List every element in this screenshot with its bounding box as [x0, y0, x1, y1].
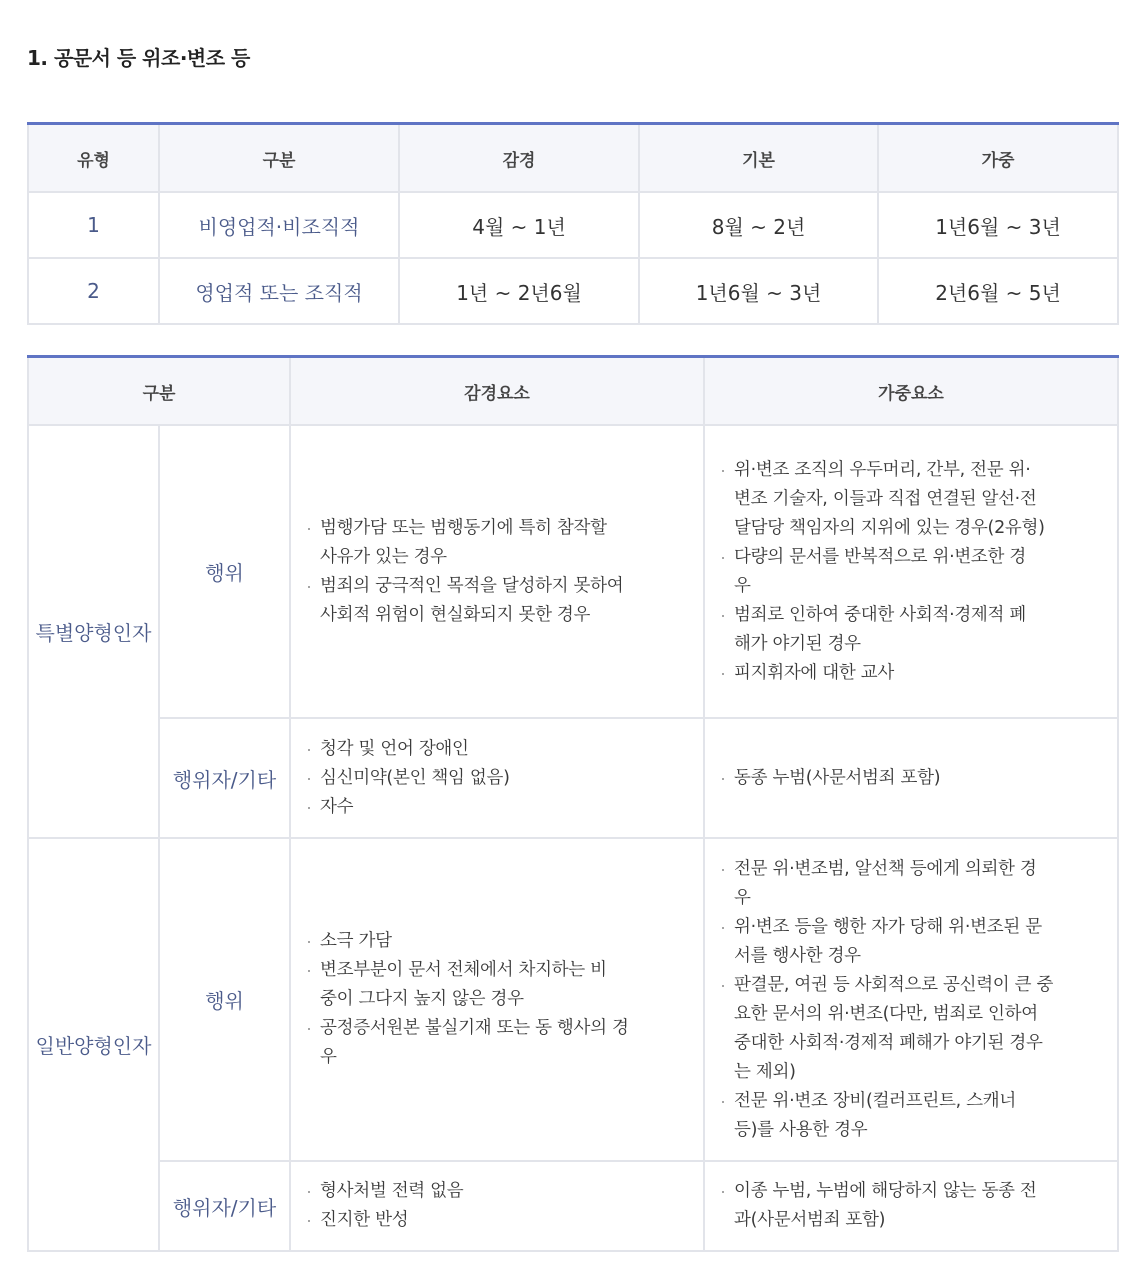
list-item: 범죄의 궁극적인 목적을 달성하지 못하여 사회적 위험이 현실화되지 못한 경우 — [305, 572, 640, 630]
aggravated-cell: 1년6월 ~ 3년 — [878, 192, 1118, 258]
aggravating-cell — [704, 1161, 1118, 1251]
header-aggravating: 가중요소 — [704, 357, 1118, 426]
basic-cell: 1년6월 ~ 3년 — [639, 258, 878, 324]
aggravated-cell: 2년6월 ~ 5년 — [878, 258, 1118, 324]
type-cell: 1 — [28, 192, 159, 258]
aggravating-list — [719, 1177, 1107, 1235]
mitigating-cell — [290, 838, 704, 1161]
list-item: 전문 위·변조범, 알선책 등에게 의뢰한 경우 — [719, 855, 1039, 913]
basic-cell: 8월 ~ 2년 — [639, 192, 878, 258]
list-item: 변조부분이 문서 전체에서 차지하는 비중이 그다지 높지 않은 경우 — [305, 956, 610, 1014]
list-item: 피지휘자에 대한 교사 — [719, 659, 1107, 688]
aggravating-cell — [704, 425, 1118, 718]
group-special-factors: 특별양형인자 — [28, 425, 159, 838]
mitigating-list — [305, 735, 693, 822]
table-row — [28, 425, 1118, 718]
list-item: 범행가담 또는 범행동기에 특히 참작할 사유가 있는 경우 — [305, 514, 620, 572]
list-item: 청각 및 언어 장애인 — [305, 735, 693, 764]
list-item: 소극 가담 — [305, 927, 693, 956]
list-item: 형사처벌 전력 없음 — [305, 1177, 693, 1206]
mitigating-cell — [290, 1161, 704, 1251]
aggravating-cell — [704, 718, 1118, 838]
header-basic: 기본 — [639, 124, 878, 193]
reduced-cell: 4월 ~ 1년 — [399, 192, 639, 258]
header-reduced: 감경 — [399, 124, 639, 193]
mitigating-cell — [290, 425, 704, 718]
range-table-header-row — [28, 124, 1118, 193]
list-item: 범죄로 인하여 중대한 사회적·경제적 폐해가 야기된 경우 — [719, 601, 1034, 659]
table-row — [28, 192, 1118, 258]
header-type: 유형 — [28, 124, 159, 193]
header-category: 구분 — [28, 357, 290, 426]
table-row — [28, 838, 1118, 1161]
group-general-factors: 일반양형인자 — [28, 838, 159, 1251]
header-category: 구분 — [159, 124, 399, 193]
sentencing-range-table — [27, 122, 1119, 325]
list-item: 위·변조 조직의 우두머리, 간부, 전문 위·변조 기술자, 이들과 직접 연결된 알선·전달담당 책임자의 지위에 있는 경우(2유형) — [719, 456, 1046, 543]
mitigating-list — [305, 927, 693, 1072]
list-item: 공정증서원본 불실기재 또는 동 행사의 경우 — [305, 1014, 630, 1072]
mitigating-list — [305, 514, 693, 630]
aggravating-list — [719, 855, 1107, 1145]
category-cell: 비영업적·비조직적 — [159, 192, 399, 258]
list-item: 다량의 문서를 반복적으로 위·변조한 경우 — [719, 543, 1034, 601]
mitigating-cell — [290, 718, 704, 838]
factor-table-header-row — [28, 357, 1118, 426]
category-cell: 영업적 또는 조직적 — [159, 258, 399, 324]
section-title: 1. 공문서 등 위조·변조 등 — [27, 46, 250, 70]
subcategory-cell: 행위자/기타 — [159, 1161, 290, 1251]
list-item: 이종 누범, 누범에 해당하지 않는 동종 전과(사문서범죄 포함) — [719, 1177, 1039, 1235]
mitigating-list — [305, 1177, 693, 1235]
header-aggravated: 가중 — [878, 124, 1118, 193]
subcategory-cell: 행위 — [159, 838, 290, 1161]
list-item: 판결문, 여권 등 사회적으로 공신력이 큰 중요한 문서의 위·변조(다만, 범죄로 인하여 중대한 사회적·경제적 폐해가 야기된 경우는 제외) — [719, 971, 1056, 1087]
list-item: 전문 위·변조 장비(컬러프린트, 스캐너 등)를 사용한 경우 — [719, 1087, 1039, 1145]
list-item: 동종 누범(사문서범죄 포함) — [719, 764, 1107, 793]
list-item: 자수 — [305, 793, 693, 822]
subcategory-cell: 행위자/기타 — [159, 718, 290, 838]
list-item: 심신미약(본인 책임 없음) — [305, 764, 693, 793]
reduced-cell: 1년 ~ 2년6월 — [399, 258, 639, 324]
table-row — [28, 718, 1118, 838]
type-cell: 2 — [28, 258, 159, 324]
list-item: 위·변조 등을 행한 자가 당해 위·변조된 문서를 행사한 경우 — [719, 913, 1044, 971]
table-row — [28, 1161, 1118, 1251]
list-item: 진지한 반성 — [305, 1206, 693, 1235]
sentencing-factor-table — [27, 355, 1119, 1252]
aggravating-cell — [704, 838, 1118, 1161]
table-row — [28, 258, 1118, 324]
aggravating-list — [719, 764, 1107, 793]
subcategory-cell: 행위 — [159, 425, 290, 718]
header-mitigating: 감경요소 — [290, 357, 704, 426]
aggravating-list — [719, 456, 1107, 688]
